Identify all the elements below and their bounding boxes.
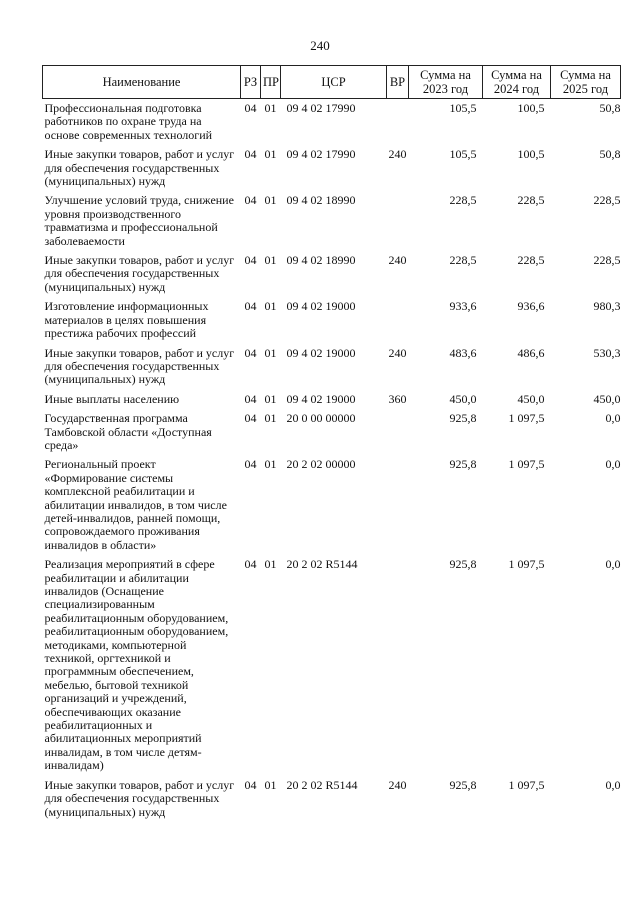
row-rz: 04: [244, 147, 257, 162]
row-sum-2024: 1 097,5: [508, 411, 545, 426]
row-csr: 09 4 02 19000: [286, 345, 356, 360]
header-sum-2024: Сумма на 2024 год: [483, 66, 551, 99]
row-name: Улучшение условий труда, снижение уровня производственного травматизма и профессиональной заболеваемости: [44, 193, 234, 248]
row-rz: 04: [244, 101, 257, 115]
header-sum-2025: Сумма на 2025 год: [551, 66, 621, 99]
row-vr: [387, 194, 409, 254]
row-sum-2023: 925,8: [449, 777, 477, 792]
row-sum-2024: 228,5: [517, 193, 545, 208]
table-row: [43, 393, 621, 412]
row-csr: 20 2 02 R5144: [286, 557, 358, 572]
row-pr: 01: [264, 147, 277, 162]
row-csr: 09 4 02 17990: [286, 147, 356, 162]
table-row: [43, 558, 621, 779]
row-pr: 01: [264, 457, 277, 472]
row-sum-2023: 228,5: [449, 193, 477, 208]
header-name: Наименование: [43, 66, 241, 99]
row-sum-2024: 1 097,5: [508, 557, 545, 572]
table-row: [43, 194, 621, 254]
row-rz: 04: [244, 345, 257, 360]
row-name: Иные закупки товаров, работ и услуг для обеспечения государственных (муниципальных) нужд: [44, 253, 235, 294]
row-name: Иные закупки товаров, работ и услуг для обеспечения государственных (муниципальных) нужд: [44, 777, 235, 819]
row-vr: [387, 99, 409, 149]
row-sum-2025: 228,5: [593, 193, 621, 208]
row-sum-2024: 100,5: [517, 101, 545, 115]
row-vr: [387, 412, 409, 458]
row-sum-2023: 925,8: [449, 411, 477, 426]
table-row: [43, 458, 621, 558]
row-name: Государственная программа Тамбовской области «Доступная среда»: [44, 411, 212, 452]
row-sum-2025: 0,0: [605, 777, 621, 792]
row-vr: [387, 558, 409, 779]
table-row: [43, 347, 621, 393]
row-rz: 04: [244, 411, 257, 426]
row-sum-2025: 530,3: [593, 345, 621, 360]
row-sum-2025: 0,0: [605, 557, 621, 572]
table-row: [43, 148, 621, 194]
row-sum-2023: 483,6: [449, 345, 477, 360]
row-name: Профессиональная подготовка работников по охране труда на основе современных технологий: [44, 101, 213, 142]
row-csr: 09 4 02 19000: [286, 299, 356, 314]
row-sum-2025: 50,8: [599, 147, 621, 162]
row-csr: 09 4 02 17990: [286, 101, 356, 115]
row-vr: [387, 458, 409, 558]
row-sum-2025: 0,0: [605, 457, 621, 472]
row-sum-2024: 1 097,5: [508, 777, 545, 792]
page-number: 240: [310, 38, 330, 53]
row-csr: 20 0 00 00000: [286, 411, 356, 426]
row-csr: 09 4 02 19000: [286, 391, 356, 406]
row-pr: 01: [264, 557, 277, 572]
row-rz: 04: [244, 777, 257, 792]
header-vr: ВР: [387, 66, 409, 99]
row-sum-2023: 105,5: [449, 101, 477, 115]
row-rz: 04: [244, 557, 257, 572]
row-csr: 20 2 02 00000: [286, 457, 356, 472]
row-name: Иные закупки товаров, работ и услуг для обеспечения государственных (муниципальных) нужд: [44, 147, 235, 189]
row-sum-2025: 50,8: [599, 101, 621, 115]
row-vr: 240: [388, 253, 407, 268]
header-pr: ПР: [261, 66, 281, 99]
row-sum-2024: 100,5: [517, 147, 545, 162]
row-rz: 04: [244, 193, 257, 208]
row-sum-2024: 228,5: [517, 253, 545, 268]
row-pr: 01: [264, 299, 277, 314]
row-pr: 01: [264, 391, 277, 406]
row-pr: 01: [264, 411, 277, 426]
row-pr: 01: [264, 253, 277, 268]
row-sum-2023: 450,0: [449, 391, 477, 406]
table-row: [43, 254, 621, 300]
row-rz: 04: [244, 457, 257, 472]
table-row: [43, 412, 621, 458]
row-sum-2024: 936,6: [517, 299, 545, 314]
row-sum-2023: 925,8: [449, 557, 477, 572]
budget-table: [42, 65, 621, 825]
row-pr: 01: [264, 193, 277, 208]
header-rz: РЗ: [241, 66, 261, 99]
row-sum-2023: 925,8: [449, 457, 477, 472]
table-header-row: [43, 66, 621, 99]
row-vr: 240: [388, 345, 407, 360]
row-sum-2023: 105,5: [449, 147, 477, 162]
table-row: [43, 779, 621, 825]
row-pr: 01: [264, 777, 277, 792]
row-sum-2024: 450,0: [517, 391, 545, 406]
row-name: Изготовление информационных материалов в целях повышения престижа рабочих профессий: [44, 299, 209, 341]
row-sum-2023: 228,5: [449, 253, 477, 268]
row-vr: 360: [388, 391, 407, 406]
row-rz: 04: [244, 253, 257, 268]
row-sum-2025: 980,3: [593, 299, 621, 314]
table-row: [43, 99, 621, 149]
row-sum-2025: 228,5: [593, 253, 621, 268]
row-pr: 01: [264, 345, 277, 360]
row-vr: 240: [388, 147, 407, 162]
table-row: [43, 300, 621, 346]
row-sum-2024: 486,6: [517, 345, 545, 360]
row-name: Иные выплаты населению: [44, 391, 180, 406]
row-csr: 09 4 02 18990: [286, 253, 356, 268]
row-csr: 20 2 02 R5144: [286, 777, 358, 792]
row-rz: 04: [244, 391, 257, 406]
header-csr: ЦСР: [281, 66, 387, 99]
row-name: Реализация мероприятий в сфере реабилитации и абилитации инвалидов (Оснащение специализированным реабилитационным оборудованием, реабилитационным оборудованием, методиками, компьютерной техникой, оргтехникой и программным обеспечением, мебелью, бытовой техникой организаций и учреждений, обеспечивающих оказание реабилитационных и абилитационных мероприятий инвалидам, в том числе детям-инвалидам): [44, 557, 229, 773]
row-name: Иные закупки товаров, работ и услуг для обеспечения государственных (муниципальных) нужд: [44, 345, 235, 387]
row-rz: 04: [244, 299, 257, 314]
row-pr: 01: [264, 101, 277, 115]
header-sum-2023: Сумма на 2023 год: [409, 66, 483, 99]
row-vr: [387, 300, 409, 346]
row-name: Региональный проект «Формирование системы комплексной реабилитации и абилитации инвалидов, в том числе детей-инвалидов, ранней помощи, сопровождаемого проживания инвалидов в области»: [44, 457, 227, 552]
row-sum-2025: 0,0: [605, 411, 621, 426]
row-sum-2024: 1 097,5: [508, 457, 545, 472]
row-vr: 240: [388, 777, 407, 792]
row-csr: 09 4 02 18990: [286, 193, 356, 208]
row-sum-2023: 933,6: [449, 299, 477, 314]
row-sum-2025: 450,0: [593, 391, 621, 406]
